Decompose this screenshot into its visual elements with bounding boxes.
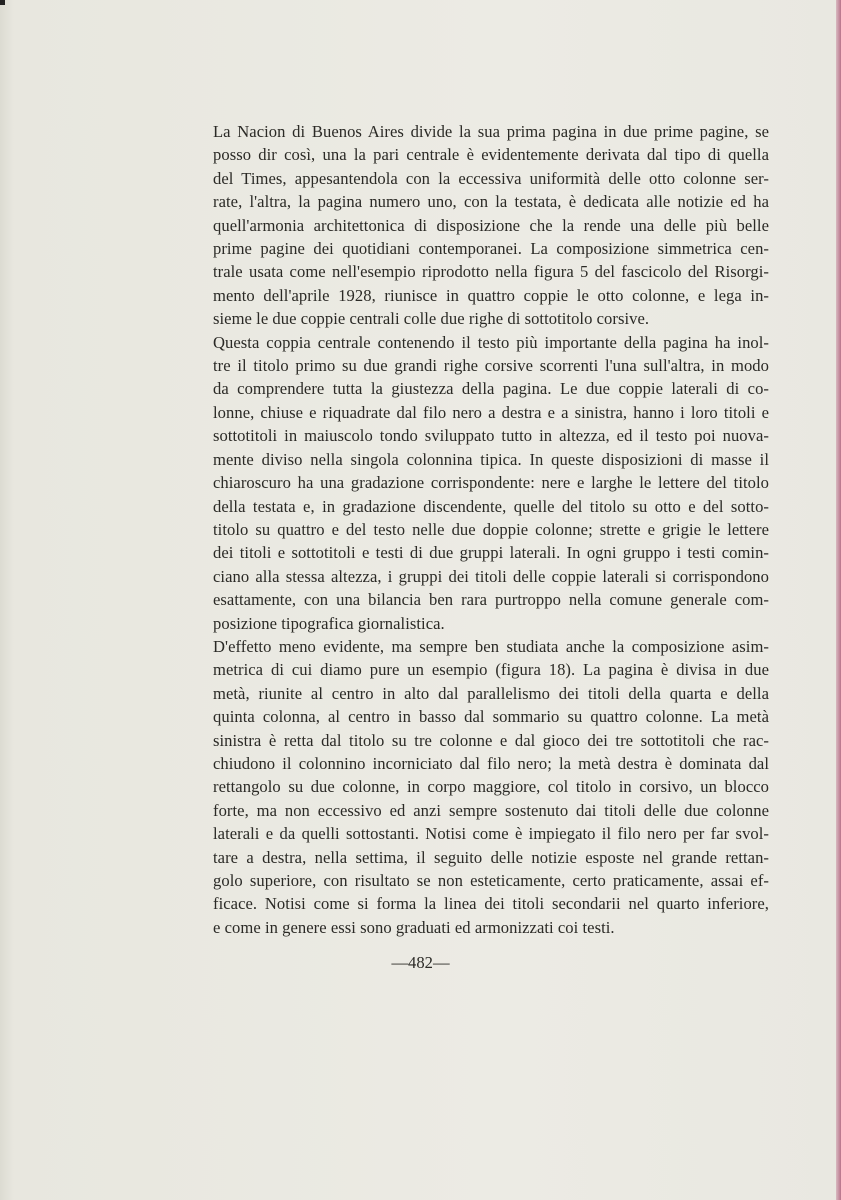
- paragraph-3: [213, 635, 769, 939]
- text-line: chiaroscuro ha una gradazione corrispondente: nere e larghe le lettere del titolo: [213, 473, 769, 493]
- text-line: esattamente, con una bilancia ben rara purtroppo nella comune generale com-: [213, 590, 769, 610]
- paragraph-1: [213, 120, 769, 331]
- text-line: titolo su quattro e del testo nelle due doppie colonne; strette e grigie le lettere: [213, 519, 769, 539]
- text-line: trale usata come nell'esempio riprodotto nella figura 5 del fascicolo del Risorgi-: [213, 262, 769, 282]
- text-line: rate, l'altra, la pagina numero uno, con la testata, è dedicata alle notizie ed ha: [213, 192, 769, 212]
- text-line: posizione tipografica giornalistica.: [213, 613, 445, 633]
- body-text: [213, 120, 769, 939]
- text-line: sieme le due coppie centrali colle due righe di sottotitolo corsive.: [213, 309, 650, 329]
- text-line: della testata e, in gradazione discendente, quelle del titolo su otto e del sotto-: [213, 496, 769, 516]
- text-line: ciano alla stessa altezza, i gruppi dei titoli delle coppie laterali si corrispondono: [213, 566, 769, 586]
- text-line: dei titoli e sottotitoli e testi di due gruppi laterali. In ogni gruppo i testi comin-: [213, 543, 769, 563]
- text-line: quinta colonna, al centro in basso dal sommario su quattro colonne. La metà: [213, 707, 769, 727]
- text-line: da comprendere tutta la giustezza della pagina. Le due coppie laterali di co-: [213, 379, 769, 399]
- text-line: mento dell'aprile 1928, riunisce in quattro coppie le otto colonne, e lega in-: [213, 285, 769, 305]
- text-line: tare a destra, nella settima, il seguito delle notizie esposte nel grande rettan-: [213, 847, 769, 867]
- paragraph-2: [213, 331, 769, 635]
- text-line: quell'armonia architettonica di disposizione che la rende una delle più belle: [213, 215, 769, 235]
- text-line: mente diviso nella singola colonnina tipica. In queste disposizioni di masse il: [213, 449, 769, 469]
- text-line: La Nacion di Buenos Aires divide la sua prima pagina in due prime pagine, se: [213, 122, 769, 141]
- text-line: ficace. Notisi come si forma la linea dei titoli secondarii nel quarto inferiore,: [213, 894, 769, 914]
- page-number: —482—: [391, 953, 450, 972]
- text-line: metà, riunite al centro in alto dal parallelismo dei titoli della quarta e della: [213, 683, 769, 703]
- text-line: metrica di cui diamo pure un esempio (figura 18). La pagina è divisa in due: [213, 660, 769, 680]
- text-line: sinistra è retta dal titolo su tre colonne e dal gioco dei tre sottotitoli che rac-: [213, 730, 769, 750]
- page-edge: [836, 0, 841, 1200]
- text-line: prime pagine dei quotidiani contemporanei. La composizione simmetrica cen-: [213, 239, 769, 259]
- scan-corner-mark: [0, 0, 5, 5]
- text-line: rettangolo su due colonne, in corpo maggiore, col titolo in corsivo, un blocco: [213, 777, 769, 797]
- text-line: posso dir così, una la pari centrale è evidentemente derivata dal tipo di quella: [213, 145, 769, 165]
- text-line: forte, ma non eccessivo ed anzi sempre sostenuto dai titoli delle due colonne: [213, 800, 769, 820]
- text-line: tre il titolo primo su due grandi righe corsive scorrenti l'una sull'altra, in modo: [213, 356, 769, 376]
- text-line: del Times, appesantendola con la eccessiva uniformità delle otto colonne ser-: [213, 168, 769, 188]
- text-line: Questa coppia centrale contenendo il testo più importante della pagina ha inol-: [213, 332, 769, 352]
- text-line: laterali e da quelli sottostanti. Notisi come è impiegato il filo nero per far svol-: [213, 824, 769, 844]
- text-line: e come in genere essi sono graduati ed armonizzati coi testi.: [213, 917, 615, 937]
- text-line: D'effetto meno evidente, ma sempre ben studiata anche la composizione asim-: [213, 636, 769, 656]
- text-line: lonne, chiuse e riquadrate dal filo nero a destra e a sinistra, hanno i loro titoli e: [213, 402, 769, 422]
- text-line: chiudono il colonnino incorniciato dal filo nero; la metà destra è dominata dal: [213, 753, 769, 773]
- text-line: sottotitoli in maiuscolo tondo sviluppato tutto in altezza, ed il testo poi nuova-: [213, 426, 769, 446]
- text-line: golo superiore, con risultato se non esteticamente, certo praticamente, assai ef-: [213, 871, 769, 890]
